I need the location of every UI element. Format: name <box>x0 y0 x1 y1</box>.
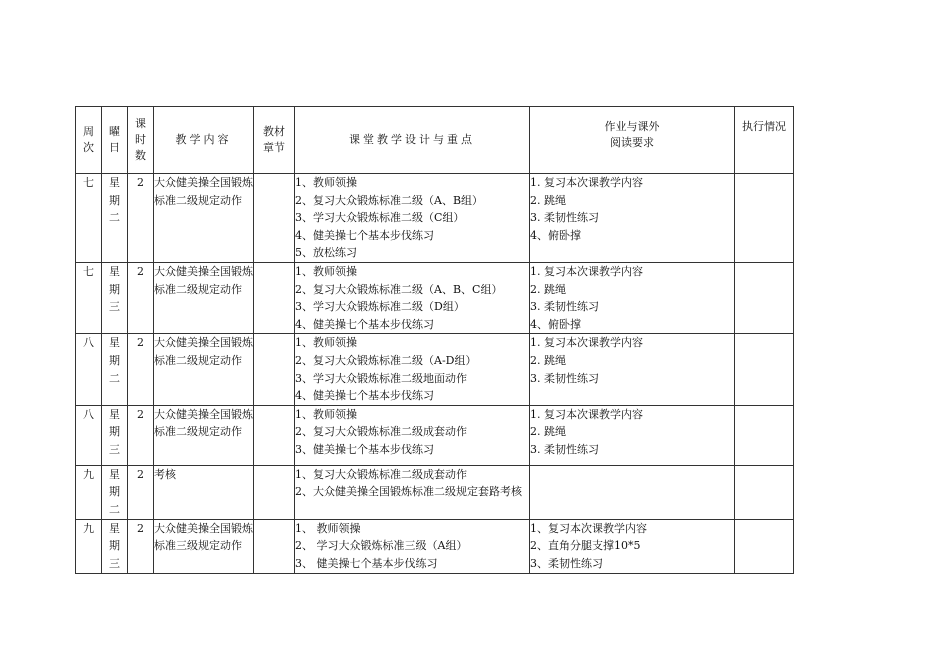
cell-design <box>295 263 530 334</box>
design-line: 4、健美操七个基本步伐练习 <box>295 228 434 242</box>
design-line: 2、复习大众锻炼标准二级（A、B组） <box>295 193 484 207</box>
cell-content: 大众健美操全国锻炼标准二级规定动作 <box>154 174 254 263</box>
design-line: 4、健美操七个基本步伐练习 <box>295 317 434 331</box>
cell-week: 七 <box>76 174 102 263</box>
cell-design <box>295 174 530 263</box>
cell-week: 八 <box>76 334 102 405</box>
table-row <box>76 263 794 334</box>
design-line: 2、复习大众锻炼标准二级（A、B、C组） <box>295 282 503 296</box>
homework-line: 4、俯卧撑 <box>530 317 581 331</box>
homework-line: 3. 柔韧性练习 <box>530 211 599 225</box>
cell-hours: 2 <box>128 334 154 405</box>
homework-line: 2、直角分腿支撑10*5 <box>530 539 641 553</box>
homework-line: 1. 复习本次课教学内容 <box>530 176 643 189</box>
homework-line: 4、俯卧撑 <box>530 228 581 242</box>
cell-chapter <box>254 519 295 573</box>
header-chapter: 教材章节 <box>254 107 295 174</box>
design-line: 1、复习大众锻炼标准二级成套动作 <box>295 467 467 481</box>
cell-homework <box>530 334 735 405</box>
cell-execution <box>735 174 794 263</box>
cell-content: 大众健美操全国锻炼标准三级规定动作 <box>154 519 254 573</box>
homework-line: 1、复习本次课教学内容 <box>530 521 647 535</box>
design-line: 3、学习大众锻炼标准二级地面动作 <box>295 371 467 385</box>
table-row <box>76 405 794 465</box>
table-row <box>76 519 794 573</box>
cell-execution <box>735 465 794 519</box>
cell-homework <box>530 405 735 465</box>
cell-hours: 2 <box>128 465 154 519</box>
design-line: 3、学习大众锻炼标准二级（D组） <box>295 300 465 314</box>
cell-week: 七 <box>76 263 102 334</box>
cell-chapter <box>254 465 295 519</box>
cell-design <box>295 519 530 573</box>
cell-execution <box>735 334 794 405</box>
cell-content: 考核 <box>154 465 254 519</box>
design-line: 1、教师领操 <box>295 176 357 189</box>
cell-homework <box>530 519 735 573</box>
cell-content: 大众健美操全国锻炼标准二级规定动作 <box>154 263 254 334</box>
design-line: 1、 教师领操 <box>295 521 361 535</box>
design-line: 2、复习大众锻炼标准二级（A-D组） <box>295 353 477 367</box>
homework-line: 3. 柔韧性练习 <box>530 442 599 456</box>
cell-day: 星期三 <box>102 405 128 465</box>
cell-day: 星期二 <box>102 334 128 405</box>
homework-line: 2. 跳绳 <box>530 425 566 439</box>
cell-hours: 2 <box>128 519 154 573</box>
design-line: 3、 健美操七个基本步伐练习 <box>295 556 438 570</box>
cell-week: 九 <box>76 465 102 519</box>
cell-day: 星期三 <box>102 263 128 334</box>
homework-line: 1. 复习本次课教学内容 <box>530 407 643 421</box>
cell-content: 大众健美操全国锻炼标准二级规定动作 <box>154 334 254 405</box>
cell-hours: 2 <box>128 263 154 334</box>
cell-homework <box>530 263 735 334</box>
header-row <box>76 107 794 174</box>
cell-week: 九 <box>76 519 102 573</box>
cell-chapter <box>254 405 295 465</box>
header-hours: 课时数 <box>128 107 154 174</box>
table-row <box>76 465 794 519</box>
header-day: 曜日 <box>102 107 128 174</box>
homework-line: 3、柔韧性练习 <box>530 556 603 570</box>
cell-homework <box>530 465 735 519</box>
design-line: 2、大众健美操全国锻炼标准二级规定套路考核 <box>295 485 522 499</box>
cell-hours: 2 <box>128 405 154 465</box>
header-design: 课堂教学设计与重点 <box>295 107 530 174</box>
design-line: 1、教师领操 <box>295 265 357 278</box>
homework-line: 2. 跳绳 <box>530 282 566 296</box>
design-line: 2、 学习大众锻炼标准三级（A组） <box>295 539 468 553</box>
header-week: 周次 <box>76 107 102 174</box>
table-row <box>76 174 794 263</box>
homework-line: 2. 跳绳 <box>530 193 566 207</box>
design-line: 5、放松练习 <box>295 246 357 260</box>
homework-line: 3. 柔韧性练习 <box>530 371 599 385</box>
design-line: 2、复习大众锻炼标准二级成套动作 <box>295 425 467 439</box>
cell-content: 大众健美操全国锻炼标准二级规定动作 <box>154 405 254 465</box>
header-content: 教学内容 <box>154 107 254 174</box>
header-homework: 作业与课外 阅读要求 <box>530 107 735 174</box>
design-line: 4、健美操七个基本步伐练习 <box>295 389 434 403</box>
homework-line: 1. 复习本次课教学内容 <box>530 336 643 350</box>
cell-design <box>295 334 530 405</box>
cell-homework <box>530 174 735 263</box>
homework-line: 1. 复习本次课教学内容 <box>530 265 643 278</box>
cell-week: 八 <box>76 405 102 465</box>
design-line: 1、教师领操 <box>295 407 357 421</box>
design-line: 1、教师领操 <box>295 336 357 350</box>
header-execution: 执行情况 <box>735 107 794 174</box>
cell-chapter <box>254 334 295 405</box>
cell-execution <box>735 263 794 334</box>
cell-design <box>295 405 530 465</box>
cell-day: 星期三 <box>102 519 128 573</box>
design-line: 3、学习大众锻炼标准二级（C组） <box>295 211 465 225</box>
cell-execution <box>735 405 794 465</box>
cell-day: 星期二 <box>102 174 128 263</box>
teaching-schedule-table <box>75 106 794 574</box>
cell-chapter <box>254 174 295 263</box>
cell-hours: 2 <box>128 174 154 263</box>
homework-line: 3. 柔韧性练习 <box>530 300 599 314</box>
cell-chapter <box>254 263 295 334</box>
table-row <box>76 334 794 405</box>
design-line: 3、健美操七个基本步伐练习 <box>295 442 434 456</box>
homework-line: 2. 跳绳 <box>530 353 566 367</box>
cell-design <box>295 465 530 519</box>
cell-day: 星期二 <box>102 465 128 519</box>
cell-execution <box>735 519 794 573</box>
